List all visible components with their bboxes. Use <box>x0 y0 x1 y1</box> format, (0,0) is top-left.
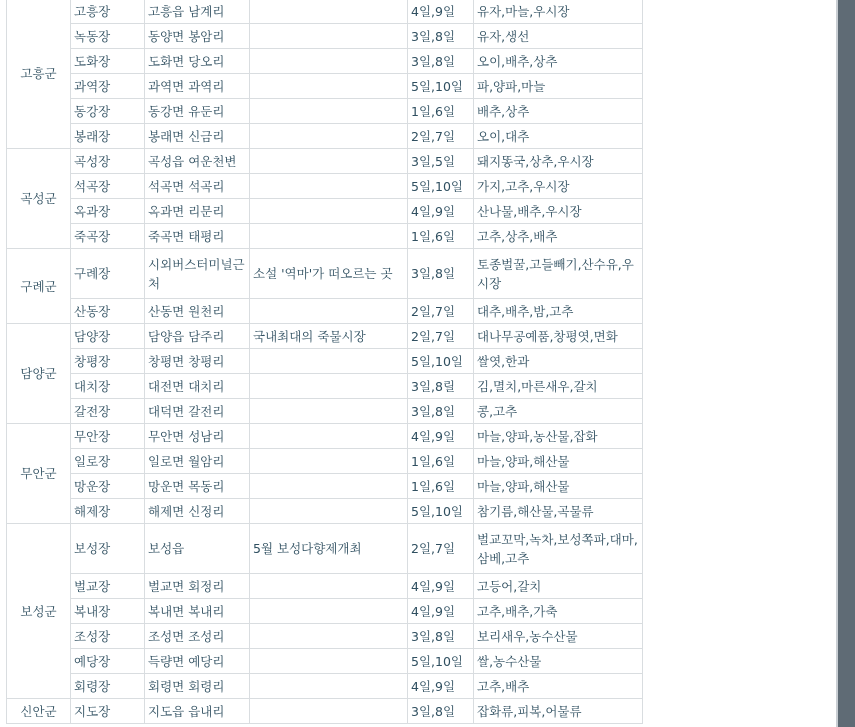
market-location: 대전면 대치리 <box>145 374 250 399</box>
market-location: 보성읍 <box>145 524 250 574</box>
market-location: 회령면 회령리 <box>145 674 250 699</box>
market-items: 대나무공예품,창평엿,면화 <box>474 324 643 349</box>
market-days: 3일,8릴 <box>408 374 474 399</box>
market-location: 산동면 원천리 <box>145 299 250 324</box>
market-items: 쌀엿,한과 <box>474 349 643 374</box>
county-name: 곡성군 <box>7 149 71 249</box>
table-row <box>7 24 643 49</box>
county-name: 구례군 <box>7 249 71 324</box>
market-name: 곡성장 <box>71 149 145 174</box>
market-name: 일로장 <box>71 449 145 474</box>
market-days: 4일,9일 <box>408 599 474 624</box>
market-name: 구례장 <box>71 249 145 299</box>
market-location: 복내면 복내리 <box>145 599 250 624</box>
market-days: 3일,8일 <box>408 399 474 424</box>
market-items: 참기름,해산물,곡물류 <box>474 499 643 524</box>
table-row <box>7 124 643 149</box>
market-name: 벌교장 <box>71 574 145 599</box>
market-days: 4일,9일 <box>408 199 474 224</box>
market-note <box>250 674 408 699</box>
market-location: 옥과면 리문리 <box>145 199 250 224</box>
market-name: 대치장 <box>71 374 145 399</box>
market-items: 마늘,양파,농산물,잡화 <box>474 424 643 449</box>
market-note <box>250 624 408 649</box>
side-scrollbar[interactable] <box>838 0 855 727</box>
market-days: 2일,7일 <box>408 299 474 324</box>
market-name: 산동장 <box>71 299 145 324</box>
market-days: 4일,9일 <box>408 424 474 449</box>
market-days: 5일,10일 <box>408 499 474 524</box>
market-note <box>250 474 408 499</box>
county-name: 보성군 <box>7 524 71 699</box>
market-note <box>250 49 408 74</box>
market-location: 대덕면 갈전리 <box>145 399 250 424</box>
table-row <box>7 599 643 624</box>
market-location: 시외버스터미널근처 <box>145 249 250 299</box>
market-items: 고추,배추 <box>474 674 643 699</box>
county-name: 담양군 <box>7 324 71 424</box>
market-location: 벌교면 회정리 <box>145 574 250 599</box>
table-row <box>7 99 643 124</box>
table-row <box>7 524 643 574</box>
market-note <box>250 499 408 524</box>
market-items: 파,양파,마늘 <box>474 74 643 99</box>
market-name: 망운장 <box>71 474 145 499</box>
table-row <box>7 449 643 474</box>
market-items: 벌교꼬막,녹차,보성쪽파,대마,삼베,고추 <box>474 524 643 574</box>
table-row <box>7 699 643 724</box>
county-name: 고흥군 <box>7 0 71 149</box>
table-row <box>7 224 643 249</box>
market-location: 동양면 봉암리 <box>145 24 250 49</box>
market-location: 동강면 유둔리 <box>145 99 250 124</box>
market-location: 일로면 월암리 <box>145 449 250 474</box>
table-row <box>7 399 643 424</box>
market-table <box>6 0 643 724</box>
market-items: 고등어,갈치 <box>474 574 643 599</box>
county-name: 신안군 <box>7 699 71 724</box>
market-location: 무안면 성남리 <box>145 424 250 449</box>
market-name: 해제장 <box>71 499 145 524</box>
market-days: 5일,10일 <box>408 74 474 99</box>
market-name: 보성장 <box>71 524 145 574</box>
market-name: 고흥장 <box>71 0 145 24</box>
market-location: 해제면 신정리 <box>145 499 250 524</box>
market-items: 유자,생선 <box>474 24 643 49</box>
market-note <box>250 699 408 724</box>
table-row <box>7 249 643 299</box>
market-items: 고추,배추,가축 <box>474 599 643 624</box>
market-days: 1일,6일 <box>408 99 474 124</box>
market-days: 4일,9일 <box>408 674 474 699</box>
market-note: 5월 보성다향제개최 <box>250 524 408 574</box>
market-items: 가지,고추,우시장 <box>474 174 643 199</box>
table-row <box>7 324 643 349</box>
market-note <box>250 124 408 149</box>
market-name: 예당장 <box>71 649 145 674</box>
table-row <box>7 349 643 374</box>
market-days: 3일,8일 <box>408 249 474 299</box>
table-row <box>7 674 643 699</box>
market-items: 쌀,농수산물 <box>474 649 643 674</box>
market-name: 석곡장 <box>71 174 145 199</box>
market-name: 담양장 <box>71 324 145 349</box>
market-name: 도화장 <box>71 49 145 74</box>
table-row <box>7 74 643 99</box>
table-row <box>7 199 643 224</box>
table-row <box>7 0 643 24</box>
market-name: 봉래장 <box>71 124 145 149</box>
market-location: 죽곡면 태평리 <box>145 224 250 249</box>
market-items: 보리새우,농수산물 <box>474 624 643 649</box>
market-note <box>250 599 408 624</box>
market-location: 득량면 예당리 <box>145 649 250 674</box>
table-row <box>7 574 643 599</box>
market-location: 곡성읍 여운천변 <box>145 149 250 174</box>
market-items: 오이,대추 <box>474 124 643 149</box>
market-note <box>250 0 408 24</box>
market-days: 4일,9일 <box>408 0 474 24</box>
table-row <box>7 424 643 449</box>
market-days: 5일,10일 <box>408 649 474 674</box>
market-note <box>250 74 408 99</box>
market-note <box>250 424 408 449</box>
market-location: 지도읍 읍내리 <box>145 699 250 724</box>
market-location: 조성면 조성리 <box>145 624 250 649</box>
market-items: 대추,배추,밤,고추 <box>474 299 643 324</box>
market-days: 3일,8일 <box>408 49 474 74</box>
market-note <box>250 174 408 199</box>
market-note: 소설 '역마'가 떠오르는 곳 <box>250 249 408 299</box>
table-row <box>7 374 643 399</box>
market-name: 과역장 <box>71 74 145 99</box>
market-days: 1일,6일 <box>408 474 474 499</box>
table-row <box>7 174 643 199</box>
market-name: 동강장 <box>71 99 145 124</box>
market-note <box>250 349 408 374</box>
market-note <box>250 149 408 174</box>
market-note <box>250 224 408 249</box>
market-items: 김,멸치,마른새우,갈치 <box>474 374 643 399</box>
table-row <box>7 624 643 649</box>
market-items: 마늘,양파,해산물 <box>474 474 643 499</box>
market-items: 배추,상추 <box>474 99 643 124</box>
market-location: 봉래면 신금리 <box>145 124 250 149</box>
market-items: 토종벌꿀,고들빼기,산수유,우시장 <box>474 249 643 299</box>
market-items: 고추,상추,배추 <box>474 224 643 249</box>
market-note <box>250 299 408 324</box>
market-name: 지도장 <box>71 699 145 724</box>
market-location: 석곡면 석곡리 <box>145 174 250 199</box>
market-items: 오이,배추,상추 <box>474 49 643 74</box>
table-row <box>7 474 643 499</box>
market-table-body <box>7 0 643 724</box>
market-note <box>250 99 408 124</box>
market-table-container <box>6 0 643 724</box>
market-note <box>250 649 408 674</box>
table-row <box>7 649 643 674</box>
market-items: 잡화류,피복,어물류 <box>474 699 643 724</box>
market-days: 5일,10일 <box>408 349 474 374</box>
market-days: 3일,8일 <box>408 699 474 724</box>
market-note <box>250 374 408 399</box>
market-location: 도화면 당오리 <box>145 49 250 74</box>
market-name: 녹동장 <box>71 24 145 49</box>
market-items: 산나물,배추,우시장 <box>474 199 643 224</box>
market-name: 옥과장 <box>71 199 145 224</box>
market-note <box>250 449 408 474</box>
market-days: 5일,10일 <box>408 174 474 199</box>
market-note: 국내최대의 죽물시장 <box>250 324 408 349</box>
market-items: 유자,마늘,우시장 <box>474 0 643 24</box>
market-name: 죽곡장 <box>71 224 145 249</box>
market-location: 고흥읍 남계리 <box>145 0 250 24</box>
table-row <box>7 49 643 74</box>
market-days: 3일,8일 <box>408 624 474 649</box>
market-location: 담양읍 담주리 <box>145 324 250 349</box>
market-note <box>250 24 408 49</box>
market-location: 망운면 목동리 <box>145 474 250 499</box>
market-items: 돼지똥국,상추,우시장 <box>474 149 643 174</box>
market-name: 갈전장 <box>71 399 145 424</box>
market-note <box>250 399 408 424</box>
market-days: 2일,7일 <box>408 124 474 149</box>
market-location: 과역면 과역리 <box>145 74 250 99</box>
market-name: 회령장 <box>71 674 145 699</box>
market-days: 1일,6일 <box>408 224 474 249</box>
market-name: 조성장 <box>71 624 145 649</box>
market-items: 마늘,양파,해산물 <box>474 449 643 474</box>
market-days: 1일,6일 <box>408 449 474 474</box>
table-row <box>7 299 643 324</box>
market-name: 무안장 <box>71 424 145 449</box>
market-days: 3일,8일 <box>408 24 474 49</box>
table-row <box>7 499 643 524</box>
county-name: 무안군 <box>7 424 71 524</box>
market-days: 3일,5일 <box>408 149 474 174</box>
market-name: 복내장 <box>71 599 145 624</box>
table-row <box>7 149 643 174</box>
market-name: 창평장 <box>71 349 145 374</box>
market-note <box>250 199 408 224</box>
market-note <box>250 574 408 599</box>
market-days: 4일,9일 <box>408 574 474 599</box>
market-days: 2일,7일 <box>408 524 474 574</box>
market-location: 창평면 창평리 <box>145 349 250 374</box>
market-days: 2일,7일 <box>408 324 474 349</box>
market-items: 콩,고추 <box>474 399 643 424</box>
